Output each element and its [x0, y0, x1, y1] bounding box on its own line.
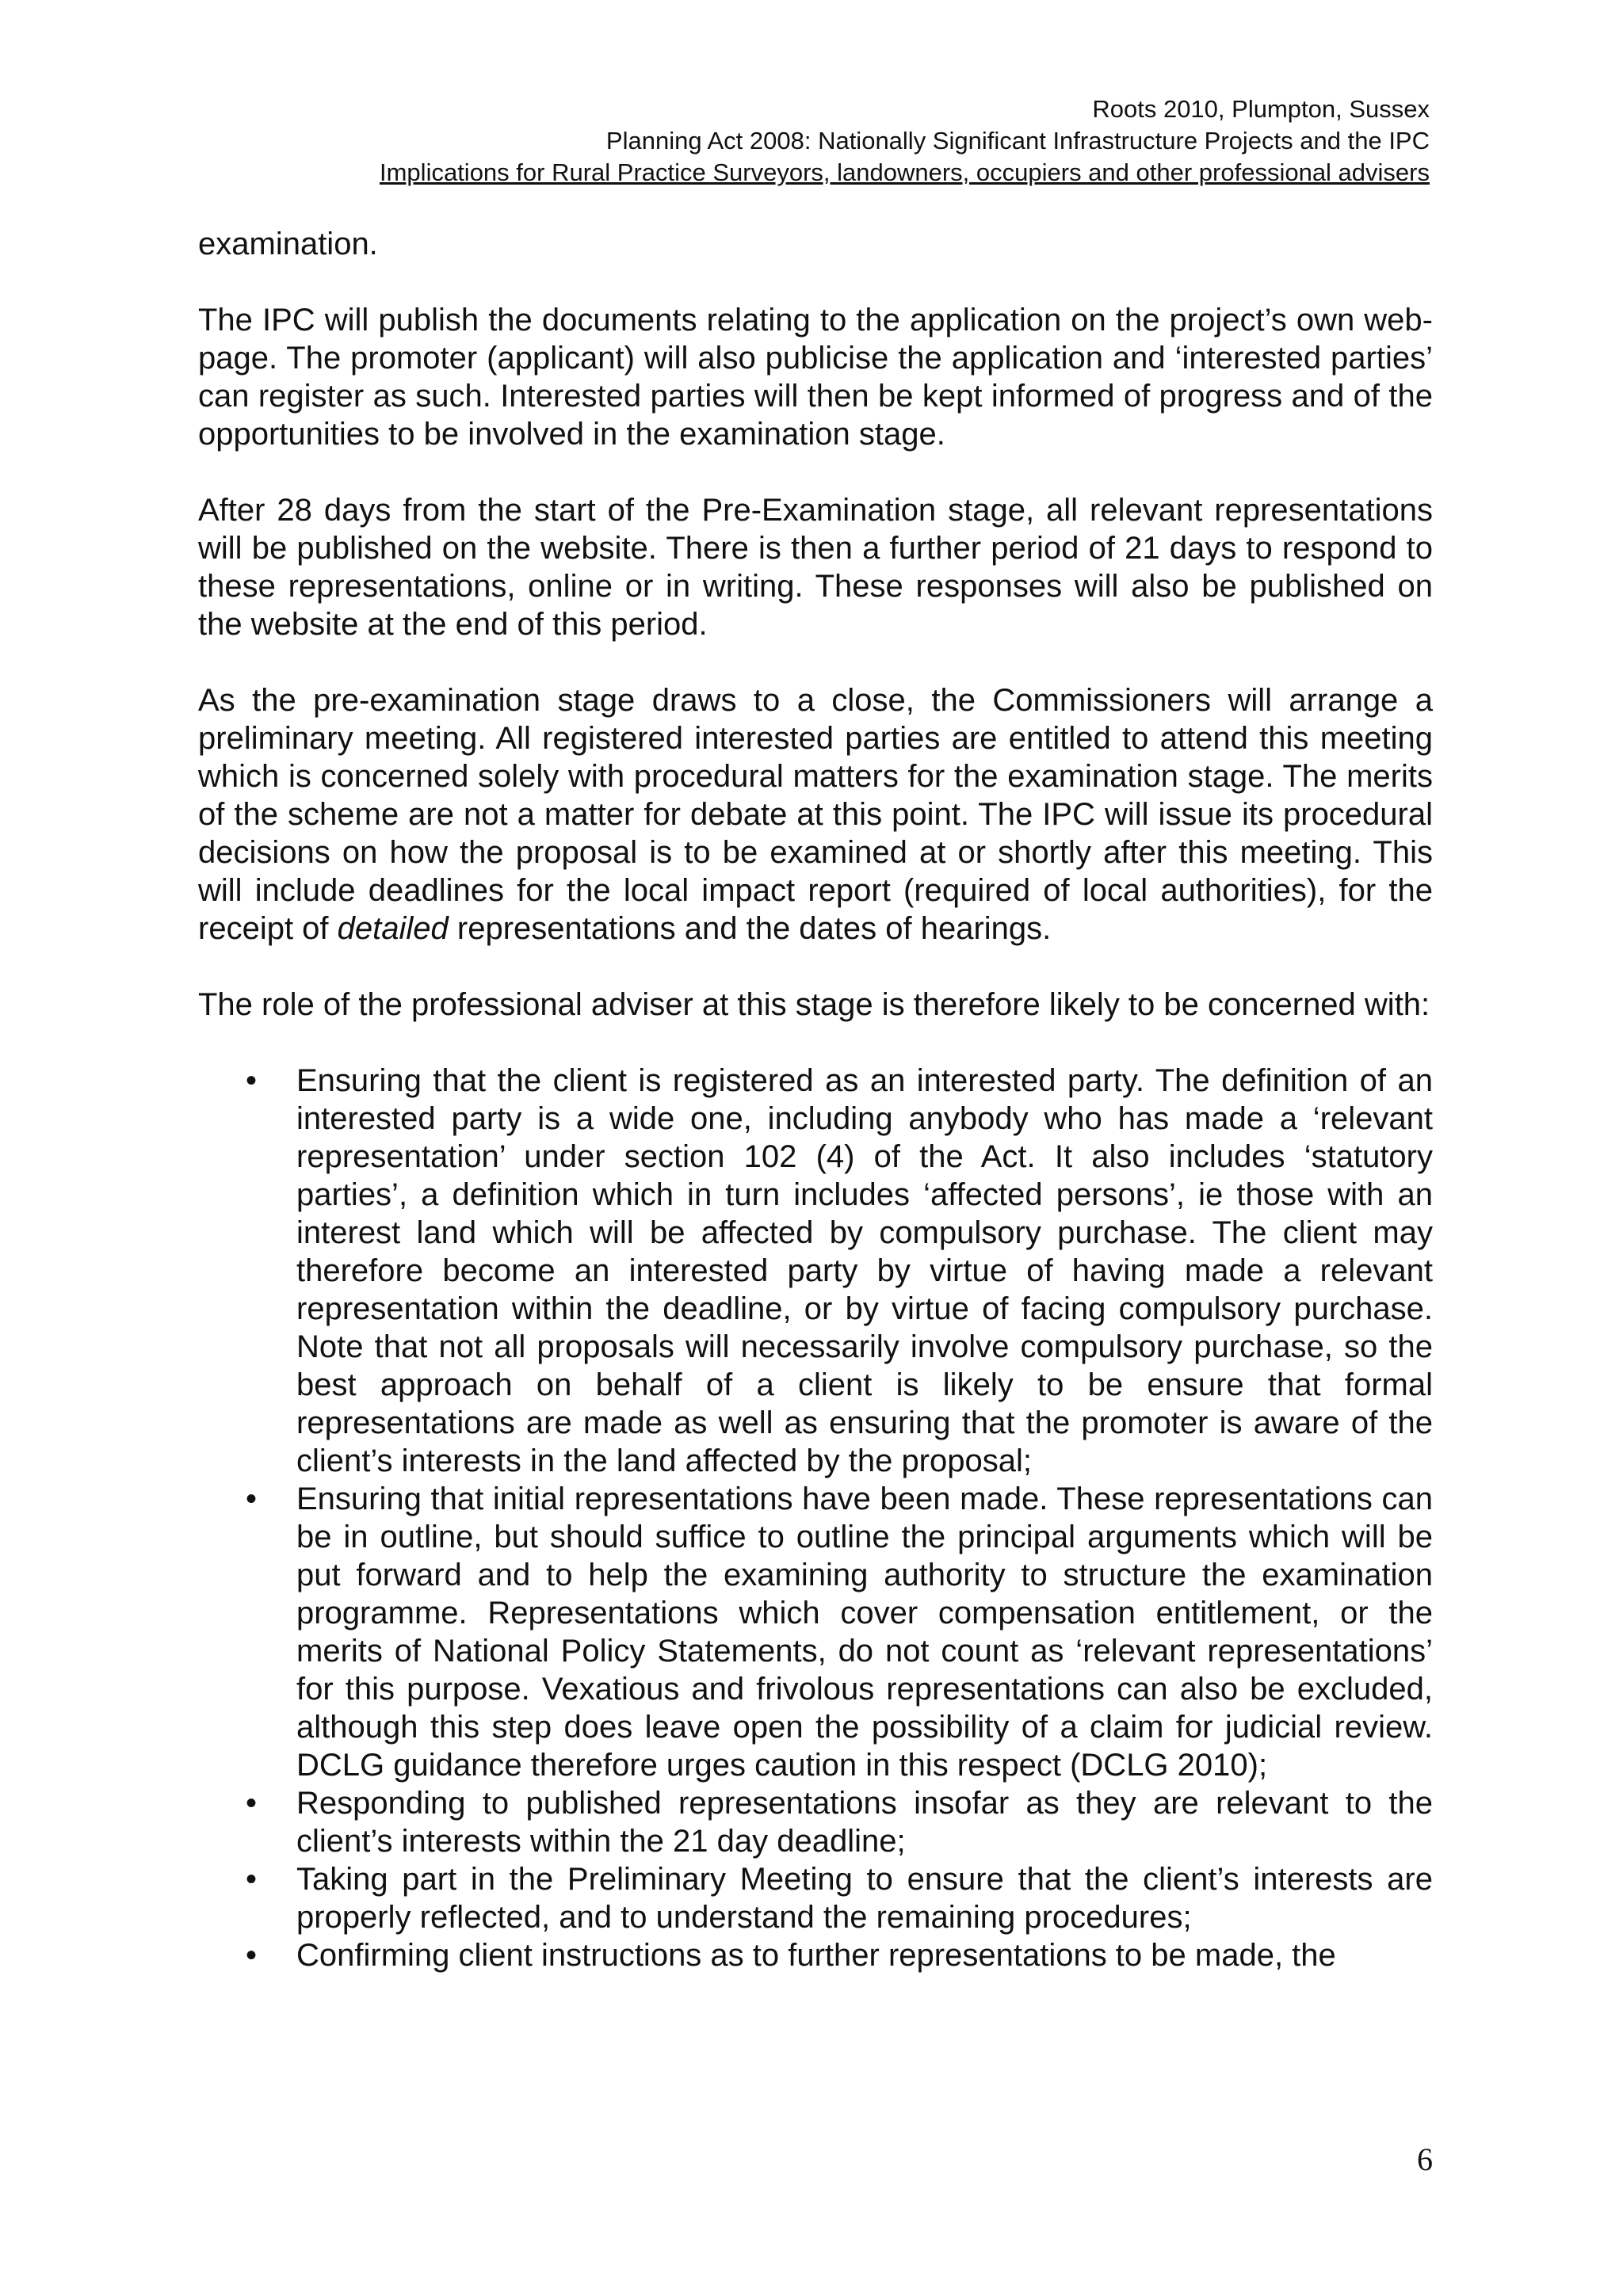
bullet-icon: • [246, 1482, 258, 1516]
adviser-role-list [198, 1062, 1433, 1974]
emphasis-detailed: detailed [337, 911, 449, 946]
list-item-text: Ensuring that initial representations have been made. These representations can be in outline, but should suffice to outline the principal arguments which will be put forward and to help the examining authority to structure the examination programme. Representations which cover compensation entitlement, or the merits of National Policy Statements, do not count as ‘relevant representations’ for this purpose. Vexatious and frivolous representations can also be excluded, although this step does leave open the possibility of a claim for judicial review. DCLG guidance therefore urges caution in this respect (DCLG 2010); [296, 1482, 1433, 1783]
list-item [198, 1062, 1433, 1480]
paragraph-after-28-days: After 28 days from the start of the Pre-Examination stage, all relevant representations will be published on the website. There is then a further period of 21 days to respond to these representations, online or in writing. These responses will also be published on the website at the end of this period. [198, 493, 1433, 642]
bullet-icon: • [246, 1938, 258, 1973]
paragraph-ipc-publish: The IPC will publish the documents relating to the application on the project’s own web-page. The promoter (applicant) will also publicise the application and ‘interested parties’ can register as such. Interested parties will then be kept informed of progress and of the opportunities to be involved in the examination stage. [198, 303, 1433, 452]
paragraph-adviser-role: The role of the professional adviser at this stage is therefore likely to be concerned with: [198, 987, 1430, 1022]
running-header [193, 93, 1430, 189]
page-number: 6 [1417, 2142, 1433, 2177]
list-item-text: Confirming client instructions as to further representations to be made, the [296, 1938, 1336, 1973]
list-item-text: Ensuring that the client is registered as an interested party. The definition of an interested party is a wide one, including anybody who has made a ‘relevant representation’ under section 102 (4) of the Act. It also includes ‘statutory parties’, a definition which in turn includes ‘affected persons’, ie those with an interest land which will be affected by compulsory purchase. The client may therefore become an interested party by virtue of having made a relevant representation within the deadline, or by virtue of facing compulsory purchase. Note that not all proposals will necessarily involve compulsory purchase, so the best approach on behalf of a client is likely to be ensure that formal representations are made as well as ensuring that the promoter is aware of the client’s interests in the land affected by the proposal; [296, 1063, 1433, 1478]
paragraph-preliminary-meeting-part1: As the pre-examination stage draws to a close, the Commissioners will arrange a preliminary meeting. All registered interested parties are entitled to attend this meeting which is concerned solely with procedural matters for the examination stage. The merits of the scheme are not a matter for debate at this point. The IPC will issue its procedural decisions on how the proposal is to be examined at or shortly after this meeting. This will include deadlines for the local impact report (required of local authorities), for the receipt of [198, 683, 1433, 946]
header-title: Planning Act 2008: Nationally Significant Infrastructure Projects and the IPC [605, 127, 1430, 154]
bullet-icon: • [246, 1862, 258, 1897]
bullet-icon: • [246, 1786, 258, 1821]
list-item [198, 1860, 1433, 1936]
bullet-icon: • [246, 1063, 258, 1098]
header-subtitle: Implications for Rural Practice Surveyors, landowners, occupiers and other professional advisers [380, 158, 1430, 186]
paragraph-preliminary-meeting-part2: representations and the dates of hearings. [448, 911, 1052, 946]
list-item-text: Taking part in the Preliminary Meeting to ensure that the client’s interests are properly reflected, and to understand the remaining procedures; [296, 1862, 1433, 1935]
paragraph-preliminary-meeting [198, 681, 1433, 948]
header-conference: Roots 2010, Plumpton, Sussex [1092, 95, 1430, 123]
list-item [198, 1480, 1433, 1784]
list-item [198, 1784, 1433, 1860]
list-item-text: Responding to published representations insofar as they are relevant to the client’s interests within the 21 day deadline; [296, 1786, 1433, 1859]
body-text [198, 225, 1433, 1974]
list-item [198, 1936, 1433, 1974]
paragraph-continuation: examination. [198, 227, 378, 261]
